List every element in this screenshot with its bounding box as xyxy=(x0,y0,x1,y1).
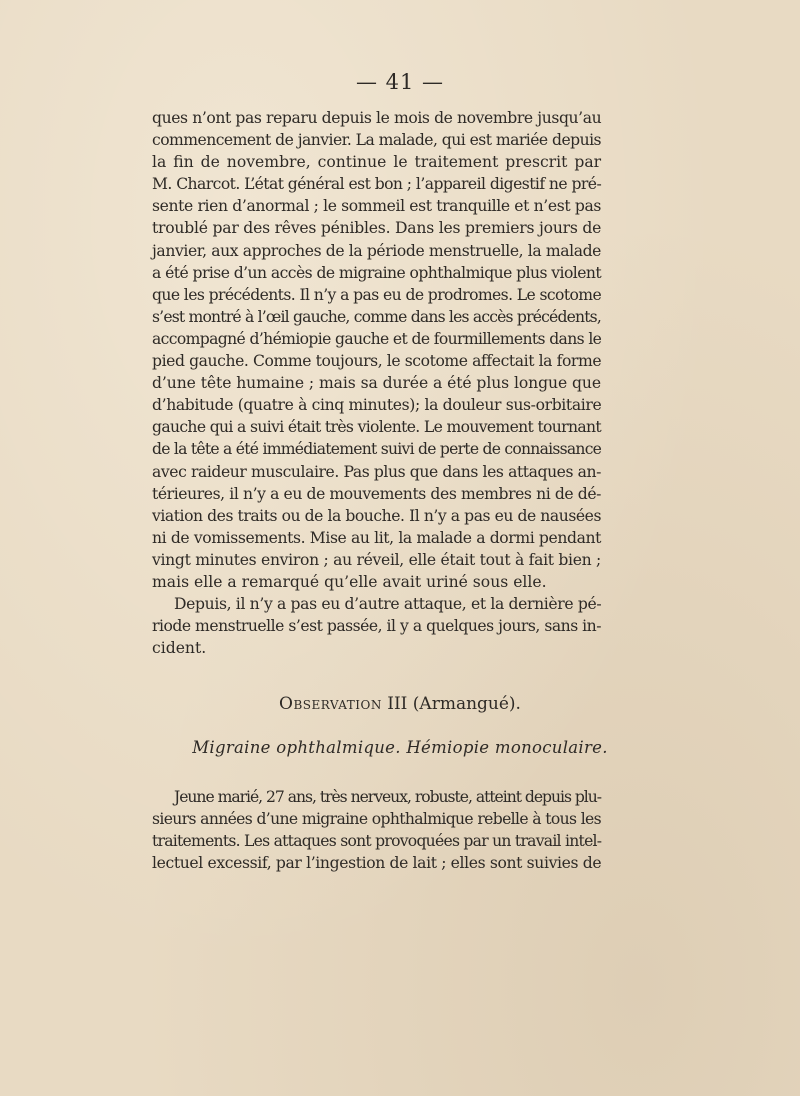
observation-heading xyxy=(0,694,800,714)
text-line: cident. xyxy=(152,639,207,658)
text-line: s’est montré à l’œil gauche, comme dans les accès précédents, xyxy=(152,307,601,326)
text-line: térieures, il n’y a eu de mouvements des membres ni de dé- xyxy=(152,484,601,503)
text-line: Depuis, il n’y a pas eu d’autre attaque, et la dernière pé- xyxy=(174,595,602,613)
text-line: pied gauche. Comme toujours, le scotome affectait la forme xyxy=(152,352,602,371)
paragraph-followup xyxy=(152,593,601,659)
paragraph-observation-body xyxy=(152,786,601,874)
text-line: d’une tête humaine ; mais sa durée a été plus longue que xyxy=(152,374,601,393)
text-line: sieurs années d’une migraine ophthalmique rebelle à tous les xyxy=(152,810,601,829)
observation-subtitle: Migraine ophthalmique. Hémiopie monoculaire. xyxy=(192,738,608,757)
text-line: riode menstruelle s’est passée, il y a quelques jours, sans in- xyxy=(152,617,601,636)
paragraph-case-continuation xyxy=(152,107,601,593)
text-line: d’habitude (quatre à cinq minutes); la douleur sus-orbitaire xyxy=(152,396,602,415)
observation-label: Observation xyxy=(279,694,382,714)
text-line: M. Charcot. L’état général est bon ; l’appareil digestif ne pré- xyxy=(152,175,602,194)
text-line: la fin de novembre, continue le traitement prescrit par xyxy=(152,153,602,172)
text-line: janvier, aux approches de la période menstruelle, la malade xyxy=(152,241,601,260)
text-line: commencement de janvier. La malade, qui est mariée depuis xyxy=(152,131,601,150)
text-line: accompagné d’hémiopie gauche et de fourmillements dans le xyxy=(152,329,602,348)
text-line: viation des traits ou de la bouche. Il n’y a pas eu de nausées xyxy=(152,506,601,525)
text-line: sente rien d’anormal ; le sommeil est tranquille et n’est pas xyxy=(152,197,601,216)
text-line: ques n’ont pas reparu depuis le mois de novembre jusqu’au xyxy=(152,109,602,127)
text-line: mais elle a remarqué qu’elle avait uriné sous elle. xyxy=(152,572,547,591)
page-number: — 41 — xyxy=(355,70,445,94)
text-line: troublé par des rêves pénibles. Dans les premiers jours de xyxy=(152,219,602,238)
text-line: vingt minutes environ ; au réveil, elle était tout à fait bien ; xyxy=(152,550,601,569)
observation-number: III (Armangué). xyxy=(387,694,521,714)
text-line: ni de vomissements. Mise au lit, la malade a dormi pendant xyxy=(152,528,601,547)
text-line: gauche qui a suivi était très violente. Le mouvement tournant xyxy=(152,418,601,437)
text-line: lectuel excessif, par l’ingestion de lait ; elles sont suivies de xyxy=(152,854,602,873)
text-line: avec raideur musculaire. Pas plus que dans les attaques an- xyxy=(152,462,601,481)
text-line: de la tête a été immédiatement suivi de perte de connaissance xyxy=(152,440,602,459)
text-line: que les précédents. Il n’y a pas eu de prodromes. Le scotome xyxy=(152,285,602,304)
text-line: Jeune marié, 27 ans, très nerveux, robuste, atteint depuis plu- xyxy=(174,788,601,806)
text-line: a été prise d’un accès de migraine ophthalmique plus violent xyxy=(152,263,602,282)
text-line: traitements. Les attaques sont provoquées par un travail intel- xyxy=(152,832,602,851)
